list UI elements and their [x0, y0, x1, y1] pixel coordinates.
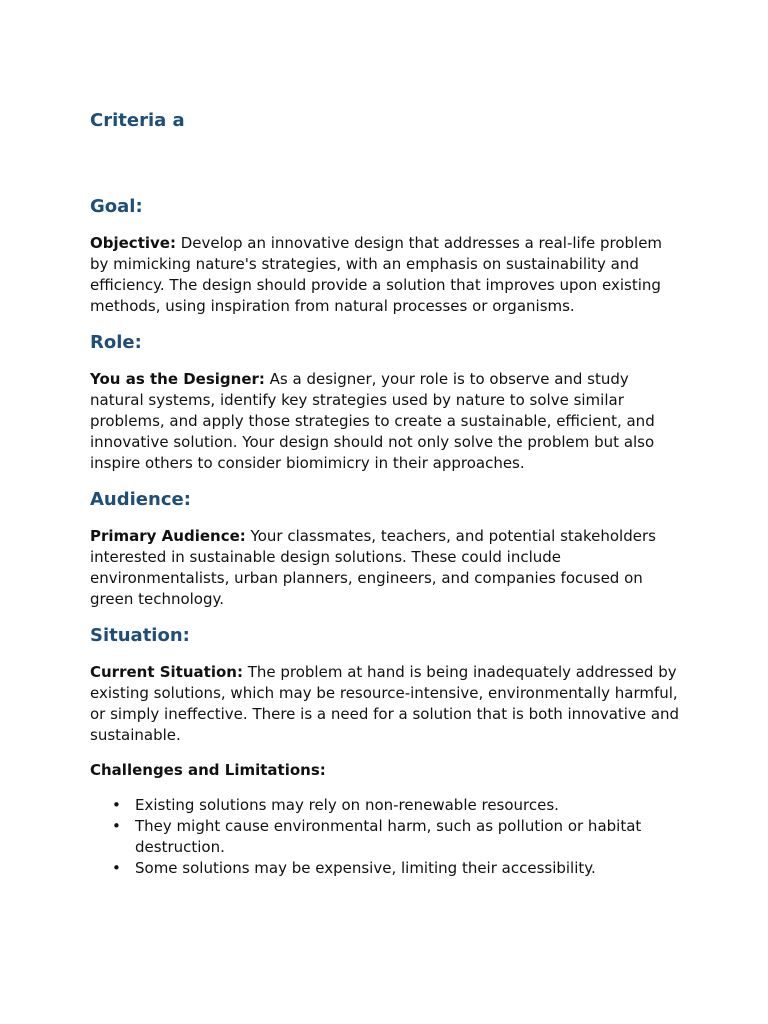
situation-heading: Situation: — [90, 625, 190, 646]
bullet-icon: • — [112, 796, 121, 814]
challenges-list — [90, 795, 680, 879]
situation-paragraph — [90, 662, 680, 746]
role-heading: Role: — [90, 332, 142, 353]
audience-label: Primary Audience: — [90, 527, 246, 545]
audience-text: Your classmates, teachers, and potential stakeholders interested in sustainable design solutions. These could include environmentalists, urban planners, engineers, and companies focused on green technology. — [90, 527, 656, 608]
list-item — [90, 795, 680, 816]
role-paragraph — [90, 369, 680, 474]
goal-label: Objective: — [90, 234, 176, 252]
list-item — [90, 858, 680, 879]
goal-paragraph — [90, 233, 680, 317]
list-item-text: Some solutions may be expensive, limiting their accessibility. — [135, 859, 596, 877]
role-text: As a designer, your role is to observe and study natural systems, identify key strategies used by nature to solve similar problems, and apply those strategies to create a sustainable, efficient, and innovative solution. Your design should not only solve the problem but also inspire others to consider biomimicry in their approaches. — [90, 370, 655, 472]
audience-paragraph — [90, 526, 680, 610]
bullet-icon: • — [112, 859, 121, 877]
goal-text: Develop an innovative design that addresses a real-life problem by mimicking nature's strategies, with an emphasis on sustainability and efficiency. The design should provide a solution that improves upon existing methods, using inspiration from natural processes or organisms. — [90, 234, 663, 315]
list-item-text: They might cause environmental harm, such as pollution or habitat destruction. — [135, 817, 642, 856]
list-item — [90, 816, 680, 858]
goal-heading: Goal: — [90, 196, 143, 217]
document-title: Criteria a — [90, 110, 185, 131]
audience-heading: Audience: — [90, 489, 191, 510]
situation-label: Current Situation: — [90, 663, 243, 681]
role-label: You as the Designer: — [90, 370, 265, 388]
situation-text: The problem at hand is being inadequately addressed by existing solutions, which may be resource-intensive, environmentally harmful, or simply ineffective. There is a need for a solution that is both innovative and sustainable. — [90, 663, 680, 744]
bullet-icon: • — [112, 817, 121, 835]
challenges-heading: Challenges and Limitations: — [90, 761, 326, 779]
list-item-text: Existing solutions may rely on non-renewable resources. — [135, 796, 559, 814]
